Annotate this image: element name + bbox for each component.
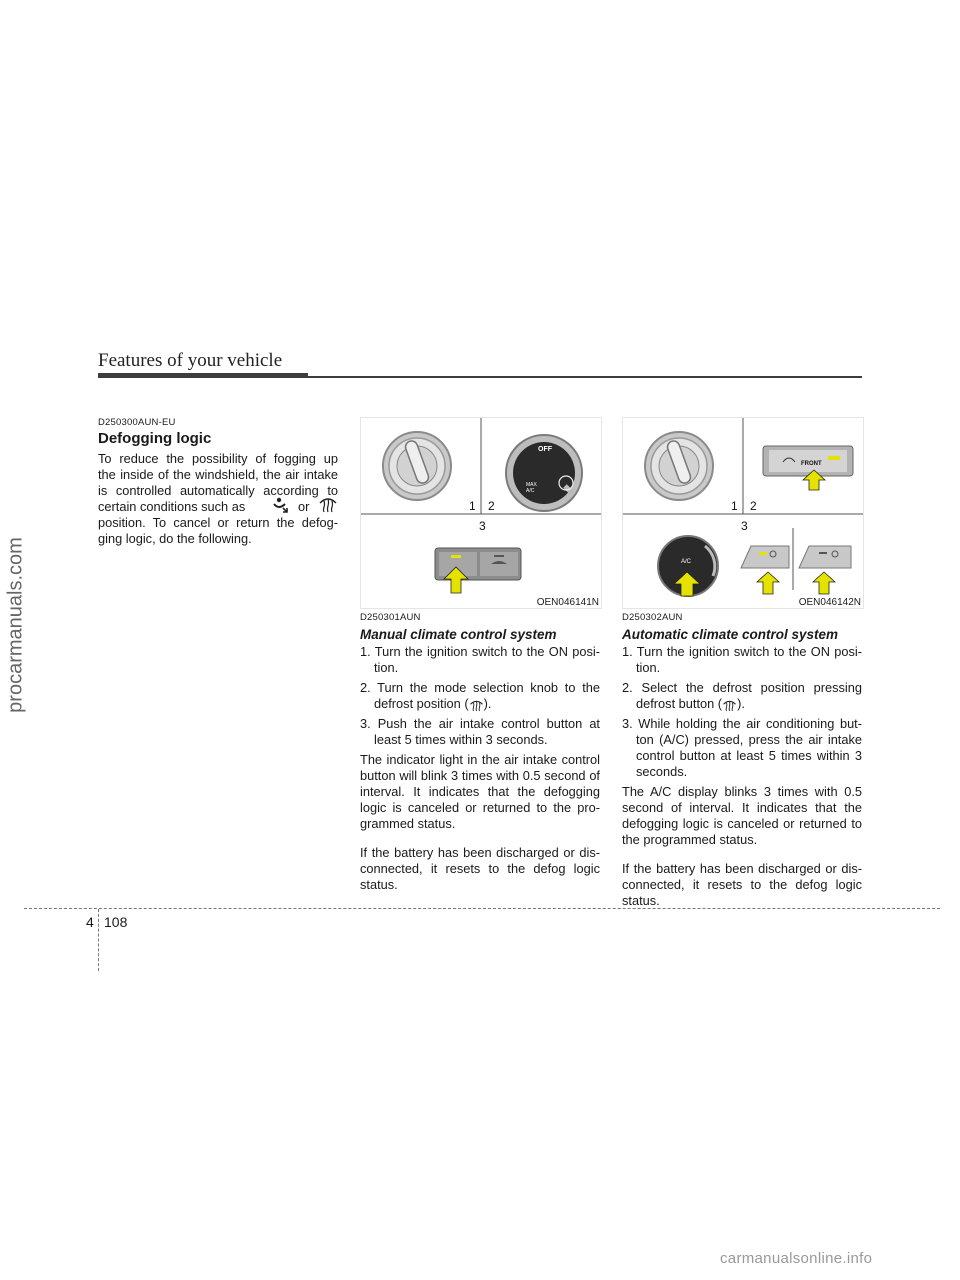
automatic-paragraph-2: If the battery has been discharged or dis-connected, it resets to the defog logic status. <box>622 861 862 908</box>
page-header-title: Features of your vehicle <box>98 350 283 371</box>
step-1: 1. Turn the ignition switch to the ON posi-tion. <box>360 644 600 675</box>
automatic-section <box>622 612 862 909</box>
defrost-icon <box>722 698 737 712</box>
intro-line <box>98 499 338 515</box>
knob-max-label: MAX <box>526 482 537 488</box>
section-code: D250302AUN <box>622 612 683 623</box>
figure-manual-illustration <box>361 418 601 608</box>
footer-site-watermark: carmanualsonline.info <box>720 1250 873 1267</box>
section-number: 4 <box>86 914 94 930</box>
yellow-press-arrow <box>757 572 779 594</box>
knob-ac-label: A/C <box>526 488 535 494</box>
page-number: 108 <box>104 914 128 930</box>
intro-line: To reduce the possibility of fogging up <box>98 451 338 466</box>
defrost-icon <box>469 698 484 712</box>
figure-caption: OEN046141N <box>536 597 599 608</box>
side-watermark <box>0 500 36 750</box>
figure-automatic-climate <box>622 417 864 609</box>
step-2-text-end: ). <box>483 696 492 711</box>
figure-automatic-illustration <box>623 418 863 608</box>
intro-line-text: certain conditions such as <box>98 499 246 514</box>
figure-caption: OEN046142N <box>798 597 861 608</box>
figure-manual-climate <box>360 417 602 609</box>
manual-section <box>360 612 600 893</box>
fig1-label-3: 3 <box>479 519 486 533</box>
step-2-text: 2. Select the defrost position pressing defrost button ( <box>622 680 862 711</box>
footer-dashed-divider <box>98 909 99 971</box>
section-heading: Manual climate control system <box>360 627 557 642</box>
knob-off-label: OFF <box>538 446 552 453</box>
ignition-switch-illustration <box>645 432 713 500</box>
header-rule-thin <box>308 376 862 378</box>
manual-paragraph-2: If the battery has been discharged or dis-connected, it resets to the defog logic status. <box>360 845 600 892</box>
step-1: 1. Turn the ignition switch to the ON posi-tion. <box>622 644 862 675</box>
intro-paragraph <box>98 451 338 547</box>
header-rule-thick <box>98 373 308 378</box>
fig2-label-3: 3 <box>741 519 748 533</box>
front-label: FRONT <box>801 461 822 467</box>
step-2 <box>622 680 862 712</box>
intro-line-text: or <box>298 499 310 514</box>
ignition-switch-illustration <box>383 432 451 500</box>
step-3: 3. Push the air intake control button at least 5 times within 3 seconds. <box>360 716 600 747</box>
footer-dashed-rule <box>24 908 940 909</box>
fig1-label-2: 2 <box>488 499 495 513</box>
section-code: D250301AUN <box>360 612 421 623</box>
watermark-text: procarmanuals.com <box>4 537 27 713</box>
step-2 <box>360 680 600 712</box>
section-heading: Defogging logic <box>98 430 212 447</box>
intro-line: position. To cancel or return the defog- <box>98 515 338 530</box>
defrost-icon <box>318 495 338 513</box>
section-code: D250300AUN-EU <box>98 417 176 428</box>
step-2-text-end: ). <box>737 696 745 711</box>
yellow-press-arrow <box>813 572 835 594</box>
step-2-text: 2. Turn the mode selection knob to the defrost position ( <box>360 680 600 711</box>
manual-paragraph-1: The indicator light in the air intake control button will blink 3 times with 0.5 second of interval. It indicates that the defogging logic is canceled or returned to the pro-grammed status. <box>360 752 600 831</box>
fig1-label-1: 1 <box>469 499 476 513</box>
intake-button-illustration-2 <box>799 546 851 568</box>
intro-line: is controlled automatically according to <box>98 483 338 498</box>
ac-label: A/C <box>681 559 692 565</box>
floor-defrost-icon <box>270 495 290 515</box>
intro-line: ging logic, do the following. <box>98 531 252 546</box>
section-heading: Automatic climate control system <box>622 627 839 642</box>
automatic-paragraph-1: The A/C display blinks 3 times with 0.5 second of interval. It indicates that the defogging logic is canceled or returned to the programmed status. <box>622 784 862 847</box>
fig2-label-1: 1 <box>731 499 738 513</box>
fig2-label-2: 2 <box>750 499 757 513</box>
step-3: 3. While holding the air conditioning but-ton (A/C) pressed, press the air intake control button at least 5 times within 3 seconds. <box>622 716 862 779</box>
intake-button-illustration-1 <box>741 546 789 568</box>
intro-line: the inside of the windshield, the air intake <box>98 467 338 482</box>
